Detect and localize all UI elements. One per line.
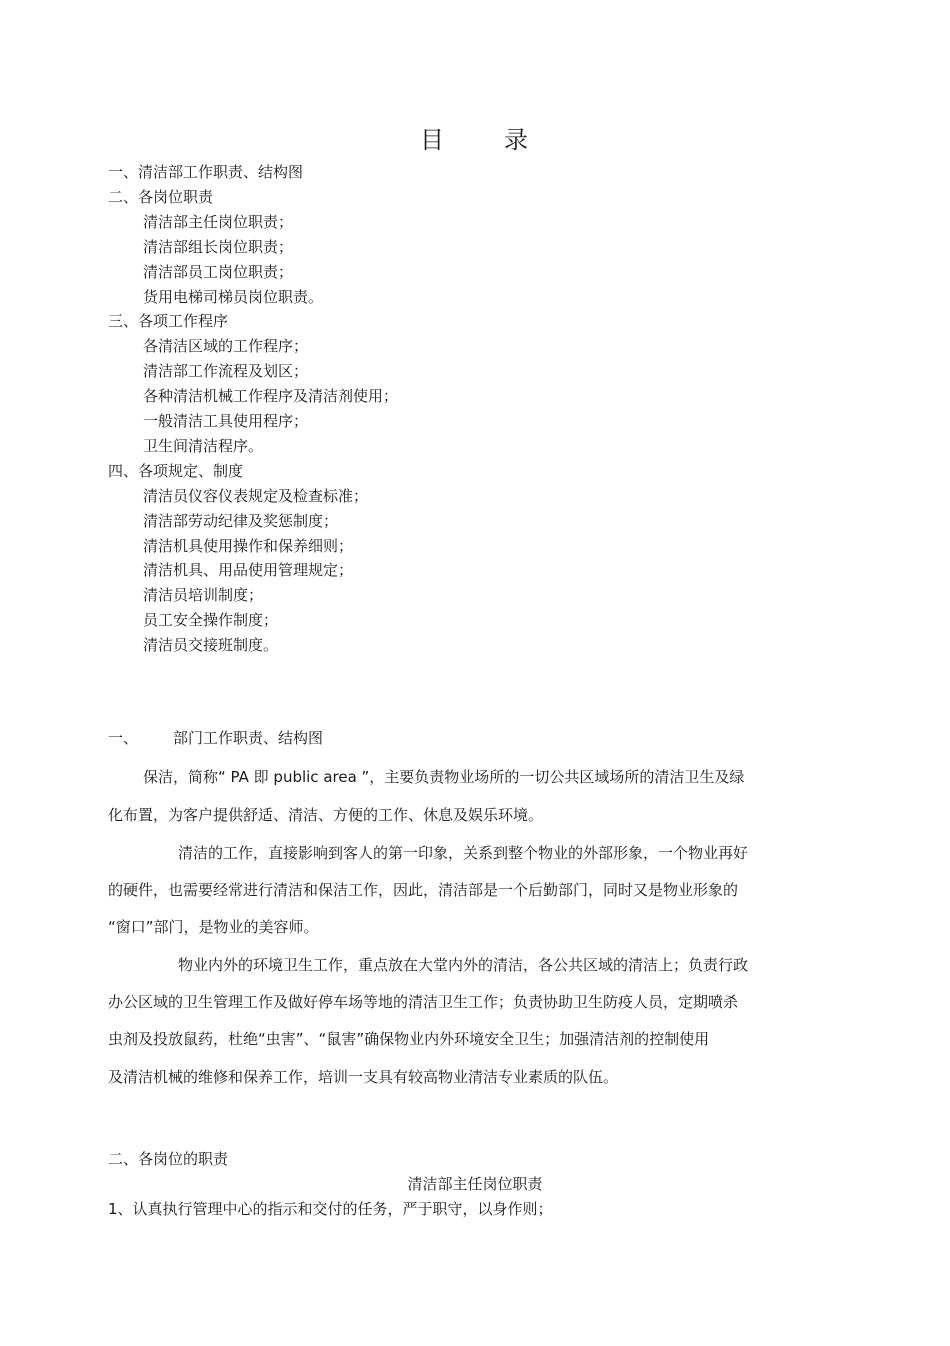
section1-heading: 部门工作职责、结构图 <box>173 729 324 747</box>
section1-number: 一、 <box>108 729 139 747</box>
section1-line: 物业内外的环境卫生工作，重点放在大堂内外的清洁，各公共区域的清洁上；负责行政 <box>178 956 749 974</box>
section1-line: 的硬件，也需要经常进行清洁和保洁工作，因此，清洁部是一个后勤部门，同时又是物业形象的 <box>108 881 739 899</box>
toc-section-item: 一、清洁部工作职责、结构图 <box>108 163 304 181</box>
toc-subitem: 清洁部员工岗位职责； <box>143 262 294 281</box>
toc-subitem: 卫生间清洁程序。 <box>143 436 264 455</box>
toc-section-item: 二、各岗位职责 <box>108 187 214 206</box>
toc-section-item: 四、各项规定、制度 <box>108 461 244 480</box>
section2-heading: 二、各岗位的职责 <box>108 1150 229 1168</box>
toc-subitem: 各种清洁机械工作程序及清洁剂使用； <box>143 387 399 406</box>
toc-subitem: 一般清洁工具使用程序； <box>143 412 309 430</box>
toc-subitem: 清洁部工作流程及划区； <box>143 362 309 381</box>
toc-section-item: 三、各项工作程序 <box>108 312 229 331</box>
toc-subitem: 各清洁区域的工作程序； <box>143 337 309 356</box>
section2-subheading: 清洁部主任岗位职责 <box>407 1175 543 1193</box>
toc-subitem: 货用电梯司梯员岗位职责。 <box>143 287 324 306</box>
section1-line: 及清洁机械的维修和保养工作，培训一支具有较高物业清洁专业素质的队伍。 <box>108 1068 619 1086</box>
toc-subitem: 清洁员培训制度； <box>143 586 264 605</box>
toc-subitem: 员工安全操作制度； <box>143 611 279 630</box>
toc-subitem: 清洁部主任岗位职责； <box>143 212 294 231</box>
toc-subitem: 清洁机具、用品使用管理规定； <box>143 561 354 580</box>
toc-subitem: 清洁部劳动纪律及奖惩制度； <box>143 511 339 530</box>
section1-line: 办公区域的卫生管理工作及做好停车场等地的清洁卫生工作；负责协助卫生防疫人员，定期喷杀 <box>108 993 739 1011</box>
page-title <box>0 120 950 155</box>
toc-subitem: 清洁机具使用操作和保养细则； <box>143 536 354 555</box>
section1-line: 保洁，简称“ PA 即 public area ”，主要负责物业场所的一切公共区域场所的清洁卫生及绿 <box>143 768 745 786</box>
toc-subitem: 清洁部组长岗位职责； <box>143 237 294 256</box>
title-char-left: 目 <box>420 126 446 154</box>
section1-line: 虫剂及投放鼠药，杜绝“虫害”、“鼠害”确保物业内外环境安全卫生；加强清洁剂的控制使用 <box>108 1030 710 1048</box>
section1-line: “窗口”部门，是物业的美容师。 <box>108 918 319 936</box>
section1-line: 清洁的工作，直接影响到客人的第一印象，关系到整个物业的外部形象，一个物业再好 <box>178 844 749 862</box>
section2-item: 1、认真执行管理中心的指示和交付的任务，严于职守，以身作则； <box>108 1200 553 1218</box>
toc-subitem: 清洁员仪容仪表规定及检查标准； <box>143 486 369 505</box>
toc-subitem: 清洁员交接班制度。 <box>143 636 279 655</box>
title-char-right: 录 <box>504 126 530 154</box>
section1-line: 化布置，为客户提供舒适、清洁、方便的工作、休息及娱乐环境。 <box>108 806 544 824</box>
